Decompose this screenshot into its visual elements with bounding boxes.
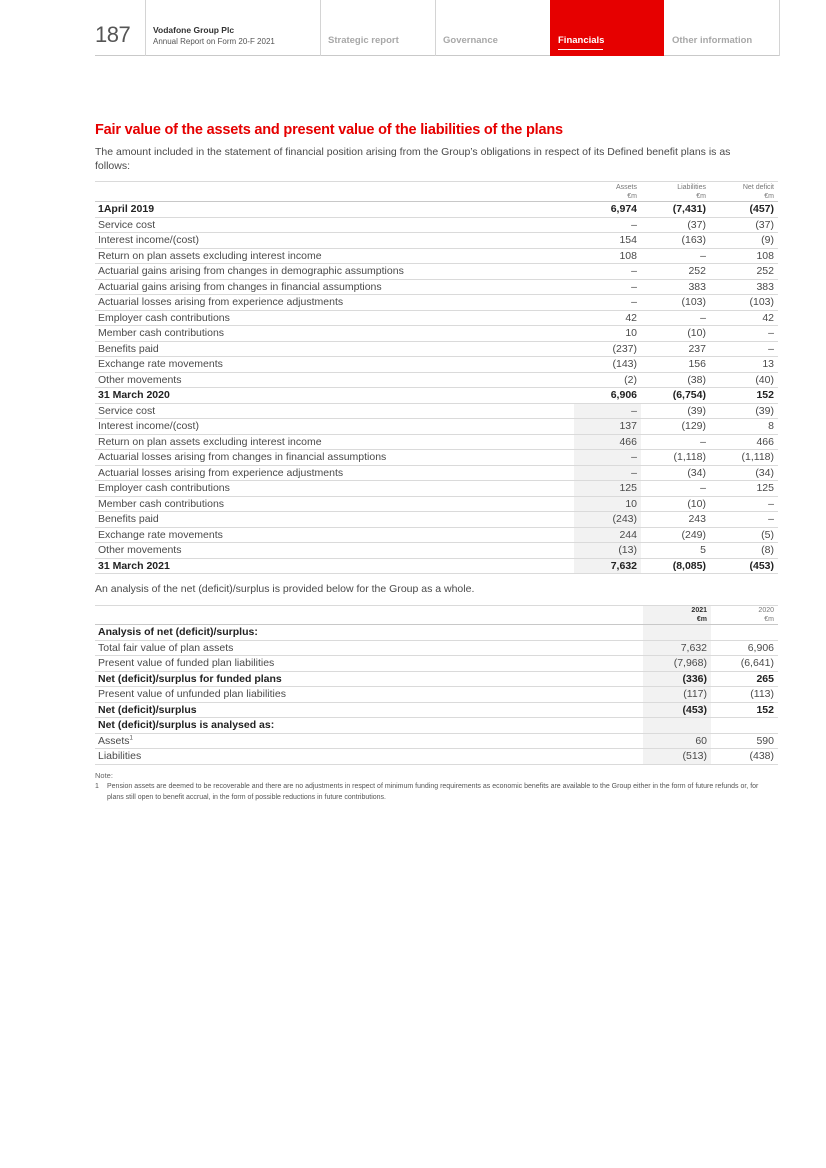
row-label: Benefits paid bbox=[95, 512, 574, 528]
row-value: (9) bbox=[710, 233, 778, 249]
row-value: 244 bbox=[574, 527, 641, 543]
row-value: 7,632 bbox=[574, 558, 641, 574]
row-label: Interest income/(cost) bbox=[95, 419, 574, 435]
row-value: (336) bbox=[643, 671, 711, 687]
row-value: (10) bbox=[641, 326, 710, 342]
row-label: Member cash contributions bbox=[95, 326, 574, 342]
row-value: 383 bbox=[641, 279, 710, 295]
table-row bbox=[95, 481, 778, 497]
row-value: – bbox=[710, 341, 778, 357]
row-value: (243) bbox=[574, 512, 641, 528]
header-spacer bbox=[95, 182, 574, 202]
row-label: Employer cash contributions bbox=[95, 481, 574, 497]
note-number: 1 bbox=[95, 783, 99, 790]
table-row bbox=[95, 749, 778, 765]
row-value: (7,968) bbox=[643, 656, 711, 672]
row-label: Actuarial losses arising from changes in financial assumptions bbox=[95, 450, 574, 466]
table-row bbox=[95, 326, 778, 342]
row-value bbox=[711, 625, 778, 641]
note-label: Note: bbox=[95, 771, 113, 780]
analysis-intro: An analysis of the net (deficit)/surplus is provided below for the Group as a whole. bbox=[95, 583, 475, 595]
table-row bbox=[95, 279, 778, 295]
row-value: (1,118) bbox=[710, 450, 778, 466]
row-label: 31 March 2021 bbox=[95, 558, 574, 574]
nav-label: Financials bbox=[558, 35, 605, 46]
row-value: 10 bbox=[574, 326, 641, 342]
row-label: Return on plan assets excluding interest income bbox=[95, 248, 574, 264]
table-row bbox=[95, 202, 778, 218]
column-header-liabilities: Liabilities €m bbox=[641, 182, 710, 202]
table-row bbox=[95, 372, 778, 388]
table-row bbox=[95, 388, 778, 404]
row-label: Service cost bbox=[95, 403, 574, 419]
section-title: Fair value of the assets and present value of the liabilities of the plans bbox=[95, 122, 563, 138]
row-value: – bbox=[574, 295, 641, 311]
row-value: (40) bbox=[710, 372, 778, 388]
footnote-marker: 1 bbox=[129, 735, 133, 742]
row-value: (117) bbox=[643, 687, 711, 703]
row-value: (113) bbox=[711, 687, 778, 703]
page-header bbox=[95, 0, 780, 56]
row-value: (39) bbox=[710, 403, 778, 419]
row-value: – bbox=[574, 264, 641, 280]
table-row bbox=[95, 527, 778, 543]
section-intro: The amount included in the statement of financial position arising from the Group’s obligations in respect of its Defined benefit plans is as follows: bbox=[95, 146, 731, 172]
table-row bbox=[95, 217, 778, 233]
row-value: (438) bbox=[711, 749, 778, 765]
table-row bbox=[95, 718, 778, 734]
table-row bbox=[95, 419, 778, 435]
row-value: (5) bbox=[710, 527, 778, 543]
row-label: Total fair value of plan assets bbox=[95, 640, 643, 656]
table-row bbox=[95, 465, 778, 481]
row-label: Other movements bbox=[95, 543, 574, 559]
row-value: 8 bbox=[710, 419, 778, 435]
row-value: 237 bbox=[641, 341, 710, 357]
row-value: 6,906 bbox=[711, 640, 778, 656]
row-label: Net (deficit)/surplus is analysed as: bbox=[95, 718, 643, 734]
column-header-assets: Assets €m bbox=[574, 182, 641, 202]
row-value: 466 bbox=[574, 434, 641, 450]
row-label: Net (deficit)/surplus for funded plans bbox=[95, 671, 643, 687]
row-value: (513) bbox=[643, 749, 711, 765]
row-value: (6,754) bbox=[641, 388, 710, 404]
row-value: (6,641) bbox=[711, 656, 778, 672]
row-value: (249) bbox=[641, 527, 710, 543]
row-value: 152 bbox=[711, 702, 778, 718]
row-value: 466 bbox=[710, 434, 778, 450]
row-value: – bbox=[641, 434, 710, 450]
row-label: Benefits paid bbox=[95, 341, 574, 357]
report-name: Annual Report on Form 20-F 2021 bbox=[153, 37, 275, 46]
table-row bbox=[95, 233, 778, 249]
row-value: (7,431) bbox=[641, 202, 710, 218]
row-value: – bbox=[710, 326, 778, 342]
row-label: Present value of funded plan liabilities bbox=[95, 656, 643, 672]
row-value: 265 bbox=[711, 671, 778, 687]
table-row bbox=[95, 512, 778, 528]
note-text: Pension assets are deemed to be recoverable and there are no adjustments in respect of minimum funding requirements as economic benefits are available to the Group either in the form of future refunds or, for plans still open to benefit accrual, in the form of possible reductions in future contributions. bbox=[107, 783, 759, 801]
row-value: (37) bbox=[710, 217, 778, 233]
table-row bbox=[95, 733, 778, 749]
row-label: Net (deficit)/surplus bbox=[95, 702, 643, 718]
nav-strategic-report[interactable] bbox=[320, 0, 435, 56]
row-value: 108 bbox=[710, 248, 778, 264]
row-value: 154 bbox=[574, 233, 641, 249]
table-row bbox=[95, 671, 778, 687]
row-value: 108 bbox=[574, 248, 641, 264]
row-label: Interest income/(cost) bbox=[95, 233, 574, 249]
row-label: 31 March 2020 bbox=[95, 388, 574, 404]
table-row bbox=[95, 450, 778, 466]
table-row bbox=[95, 357, 778, 373]
page-number: 187 bbox=[95, 22, 131, 47]
row-label: Return on plan assets excluding interest income bbox=[95, 434, 574, 450]
row-value: 137 bbox=[574, 419, 641, 435]
row-value: (453) bbox=[643, 702, 711, 718]
row-value: – bbox=[710, 496, 778, 512]
row-value: – bbox=[574, 217, 641, 233]
row-value: 156 bbox=[641, 357, 710, 373]
row-value: (39) bbox=[641, 403, 710, 419]
movement-table bbox=[95, 181, 778, 574]
row-value bbox=[711, 718, 778, 734]
row-label: Other movements bbox=[95, 372, 574, 388]
row-value: 252 bbox=[641, 264, 710, 280]
table-row bbox=[95, 558, 778, 574]
table-row bbox=[95, 496, 778, 512]
company-name: Vodafone Group Plc bbox=[153, 25, 235, 35]
row-label: Assets$^1$ bbox=[95, 733, 643, 749]
row-value: (237) bbox=[574, 341, 641, 357]
table-header-row bbox=[95, 182, 778, 202]
row-value: – bbox=[641, 248, 710, 264]
row-label: Service cost bbox=[95, 217, 574, 233]
nav-financials[interactable] bbox=[550, 0, 664, 56]
nav-governance[interactable] bbox=[435, 0, 550, 56]
table-row bbox=[95, 543, 778, 559]
row-value bbox=[643, 718, 711, 734]
row-value: 60 bbox=[643, 733, 711, 749]
table-row bbox=[95, 403, 778, 419]
table-row bbox=[95, 264, 778, 280]
nav-other-information[interactable] bbox=[664, 0, 780, 56]
row-label: Exchange rate movements bbox=[95, 357, 574, 373]
row-value: – bbox=[574, 450, 641, 466]
row-value: (453) bbox=[710, 558, 778, 574]
row-value: 13 bbox=[710, 357, 778, 373]
row-value: (2) bbox=[574, 372, 641, 388]
row-value: (34) bbox=[710, 465, 778, 481]
table-row bbox=[95, 625, 778, 641]
row-value: (38) bbox=[641, 372, 710, 388]
row-value: 125 bbox=[574, 481, 641, 497]
row-value: (103) bbox=[710, 295, 778, 311]
row-label: Member cash contributions bbox=[95, 496, 574, 512]
row-value: 6,974 bbox=[574, 202, 641, 218]
row-value: (163) bbox=[641, 233, 710, 249]
row-label: 1April 2019 bbox=[95, 202, 574, 218]
active-underline bbox=[558, 49, 603, 50]
row-value: 42 bbox=[574, 310, 641, 326]
row-value: 10 bbox=[574, 496, 641, 512]
table-row bbox=[95, 341, 778, 357]
table-row bbox=[95, 295, 778, 311]
row-value: 7,632 bbox=[643, 640, 711, 656]
nav-label: Other information bbox=[672, 35, 753, 46]
table-header-row bbox=[95, 606, 778, 625]
row-label: Actuarial gains arising from changes in financial assumptions bbox=[95, 279, 574, 295]
analysis-table bbox=[95, 605, 778, 765]
row-value: (34) bbox=[641, 465, 710, 481]
row-label: Actuarial gains arising from changes in demographic assumptions bbox=[95, 264, 574, 280]
nav-label: Governance bbox=[443, 35, 498, 46]
row-value: (457) bbox=[710, 202, 778, 218]
row-value: 125 bbox=[710, 481, 778, 497]
row-label: Analysis of net (deficit)/surplus: bbox=[95, 625, 643, 641]
row-label: Employer cash contributions bbox=[95, 310, 574, 326]
row-value: – bbox=[574, 403, 641, 419]
row-value: (103) bbox=[641, 295, 710, 311]
table-row bbox=[95, 687, 778, 703]
header-divider bbox=[779, 0, 780, 56]
row-label: Present value of unfunded plan liabilities bbox=[95, 687, 643, 703]
row-value: 252 bbox=[710, 264, 778, 280]
table-row bbox=[95, 310, 778, 326]
row-value: 243 bbox=[641, 512, 710, 528]
row-label: Actuarial losses arising from experience adjustments bbox=[95, 465, 574, 481]
row-label: Liabilities bbox=[95, 749, 643, 765]
column-header-2020: 2020 €m bbox=[711, 606, 778, 625]
row-value: 590 bbox=[711, 733, 778, 749]
row-value: 5 bbox=[641, 543, 710, 559]
row-value: – bbox=[710, 512, 778, 528]
header-spacer bbox=[95, 606, 643, 625]
table-row bbox=[95, 702, 778, 718]
row-value: 383 bbox=[710, 279, 778, 295]
row-value: – bbox=[574, 465, 641, 481]
table-row bbox=[95, 640, 778, 656]
row-value: – bbox=[641, 481, 710, 497]
table-row bbox=[95, 656, 778, 672]
row-value: (8,085) bbox=[641, 558, 710, 574]
row-value: 42 bbox=[710, 310, 778, 326]
row-value: (37) bbox=[641, 217, 710, 233]
row-value: (13) bbox=[574, 543, 641, 559]
column-header-net-deficit: Net deficit €m bbox=[710, 182, 778, 202]
row-value: – bbox=[574, 279, 641, 295]
row-value: (1,118) bbox=[641, 450, 710, 466]
header-divider bbox=[145, 0, 146, 56]
row-value: (129) bbox=[641, 419, 710, 435]
table-row bbox=[95, 248, 778, 264]
row-value: (10) bbox=[641, 496, 710, 512]
column-header-2021: 2021 €m bbox=[643, 606, 711, 625]
row-value: (8) bbox=[710, 543, 778, 559]
row-value: 6,906 bbox=[574, 388, 641, 404]
row-label: Exchange rate movements bbox=[95, 527, 574, 543]
nav-label: Strategic report bbox=[328, 35, 399, 46]
table-row bbox=[95, 434, 778, 450]
row-value: – bbox=[641, 310, 710, 326]
row-label: Actuarial losses arising from experience adjustments bbox=[95, 295, 574, 311]
row-value: (143) bbox=[574, 357, 641, 373]
row-value: 152 bbox=[710, 388, 778, 404]
row-value bbox=[643, 625, 711, 641]
